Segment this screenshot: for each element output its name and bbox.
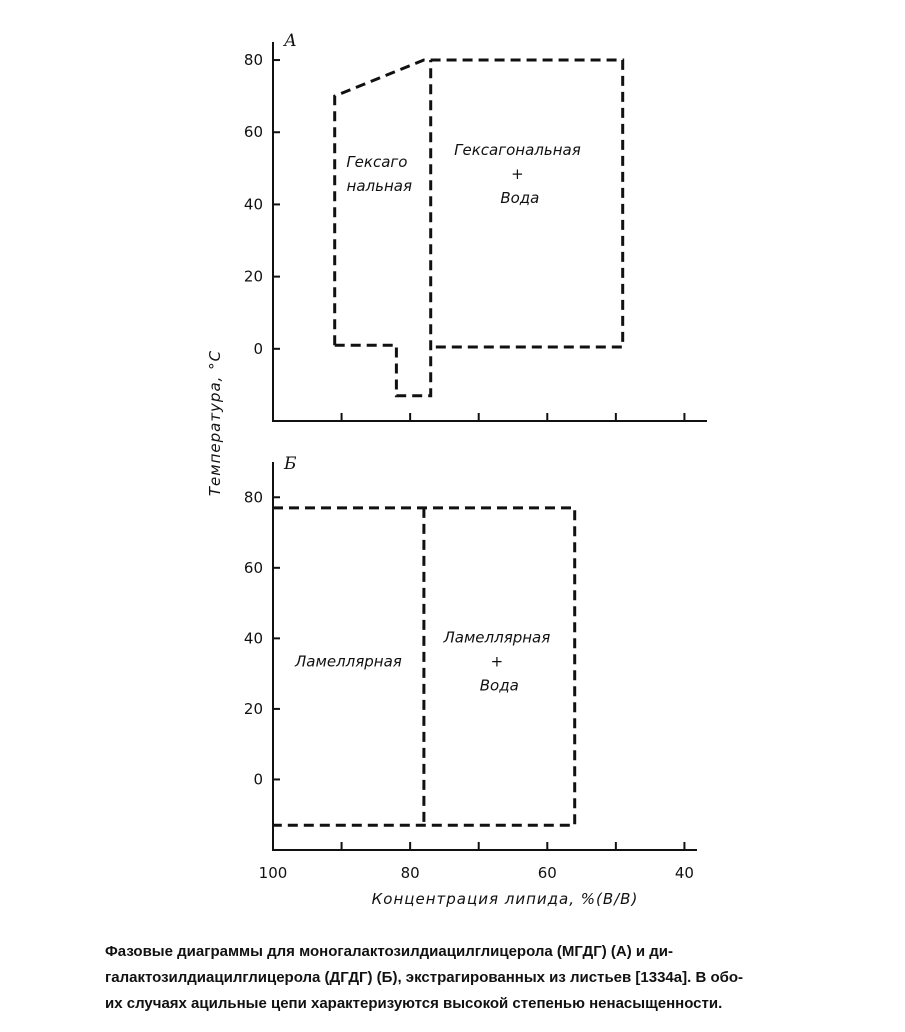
region-hexagonal-line-2: нальная	[346, 177, 413, 196]
caption-line-2: галактозилдиацилглицерола (ДГДГ) (Б), экстрагированных из листьев [1334а]. В обо-	[105, 969, 744, 986]
caption-line-1: Фазовые диаграммы для моногалактозилдиацилглицерола (МГДГ) (А) и ди-	[105, 943, 673, 960]
panel-b-y-tick-label: 80	[243, 488, 263, 507]
region-lamellar-line-1: Ламеллярная	[295, 652, 402, 671]
panel-b-y-tick-label: 40	[243, 629, 263, 648]
x-axis-title: Концентрация липида, %(В/В)	[371, 890, 639, 908]
panel-a-y-tick-label: 80	[243, 51, 263, 70]
panel-a-phase-boundary-notch	[335, 60, 431, 396]
panel-b-x-ticks	[259, 842, 694, 882]
figure-caption	[105, 939, 890, 1017]
region-lamellar-water-line-1: Ламеллярная	[443, 628, 551, 647]
panel-b-y-tick-label: 60	[243, 558, 263, 577]
region-lamellar-water-line-3: Вода	[479, 676, 519, 695]
panel-b-letter: Б	[284, 454, 297, 474]
panel-b-y-tick-label: 0	[253, 770, 263, 789]
region-hexagonal-label	[346, 153, 412, 195]
panel-a-y-tick-label: 0	[253, 339, 263, 358]
panel-b-x-tick-label: 100	[258, 864, 288, 882]
y-axis-title: Температура, °С	[206, 349, 224, 497]
region-hexagonal-water-line-3: Вода	[500, 189, 540, 208]
region-lamellar-water-label	[443, 629, 556, 695]
panel-b-x-tick-label: 40	[674, 864, 694, 882]
panel-a-letter: А	[284, 31, 297, 51]
panel-a-y-tick-label: 20	[243, 267, 263, 286]
region-hexagonal-water-line-2: +	[511, 165, 524, 184]
panel-a-y-tick-label: 60	[243, 123, 263, 142]
panel-b-y-ticks	[244, 488, 280, 788]
region-hexagonal-water-label	[454, 141, 585, 207]
region-lamellar-water-line-2: +	[490, 652, 504, 671]
panel-b-y-tick-label: 20	[243, 699, 263, 718]
region-hexagonal-water-line-1: Гексагональная	[454, 141, 581, 160]
caption-line-3: их случаях ацильные цепи характеризуются высокой степенью ненасыщенности.	[105, 995, 723, 1012]
region-hexagonal-line-1: Гексаго	[346, 153, 408, 172]
panel-b	[244, 454, 697, 908]
panel-a-phase-boundary	[335, 60, 623, 347]
region-lamellar-label	[294, 653, 402, 671]
panel-b-x-tick-label: 80	[400, 864, 420, 882]
panel-a-y-ticks	[244, 51, 280, 358]
panel-a-y-tick-label: 40	[243, 195, 263, 214]
panel-a-x-ticks	[273, 413, 684, 421]
panel-b-x-tick-label: 60	[537, 864, 557, 882]
panel-a	[244, 31, 707, 422]
